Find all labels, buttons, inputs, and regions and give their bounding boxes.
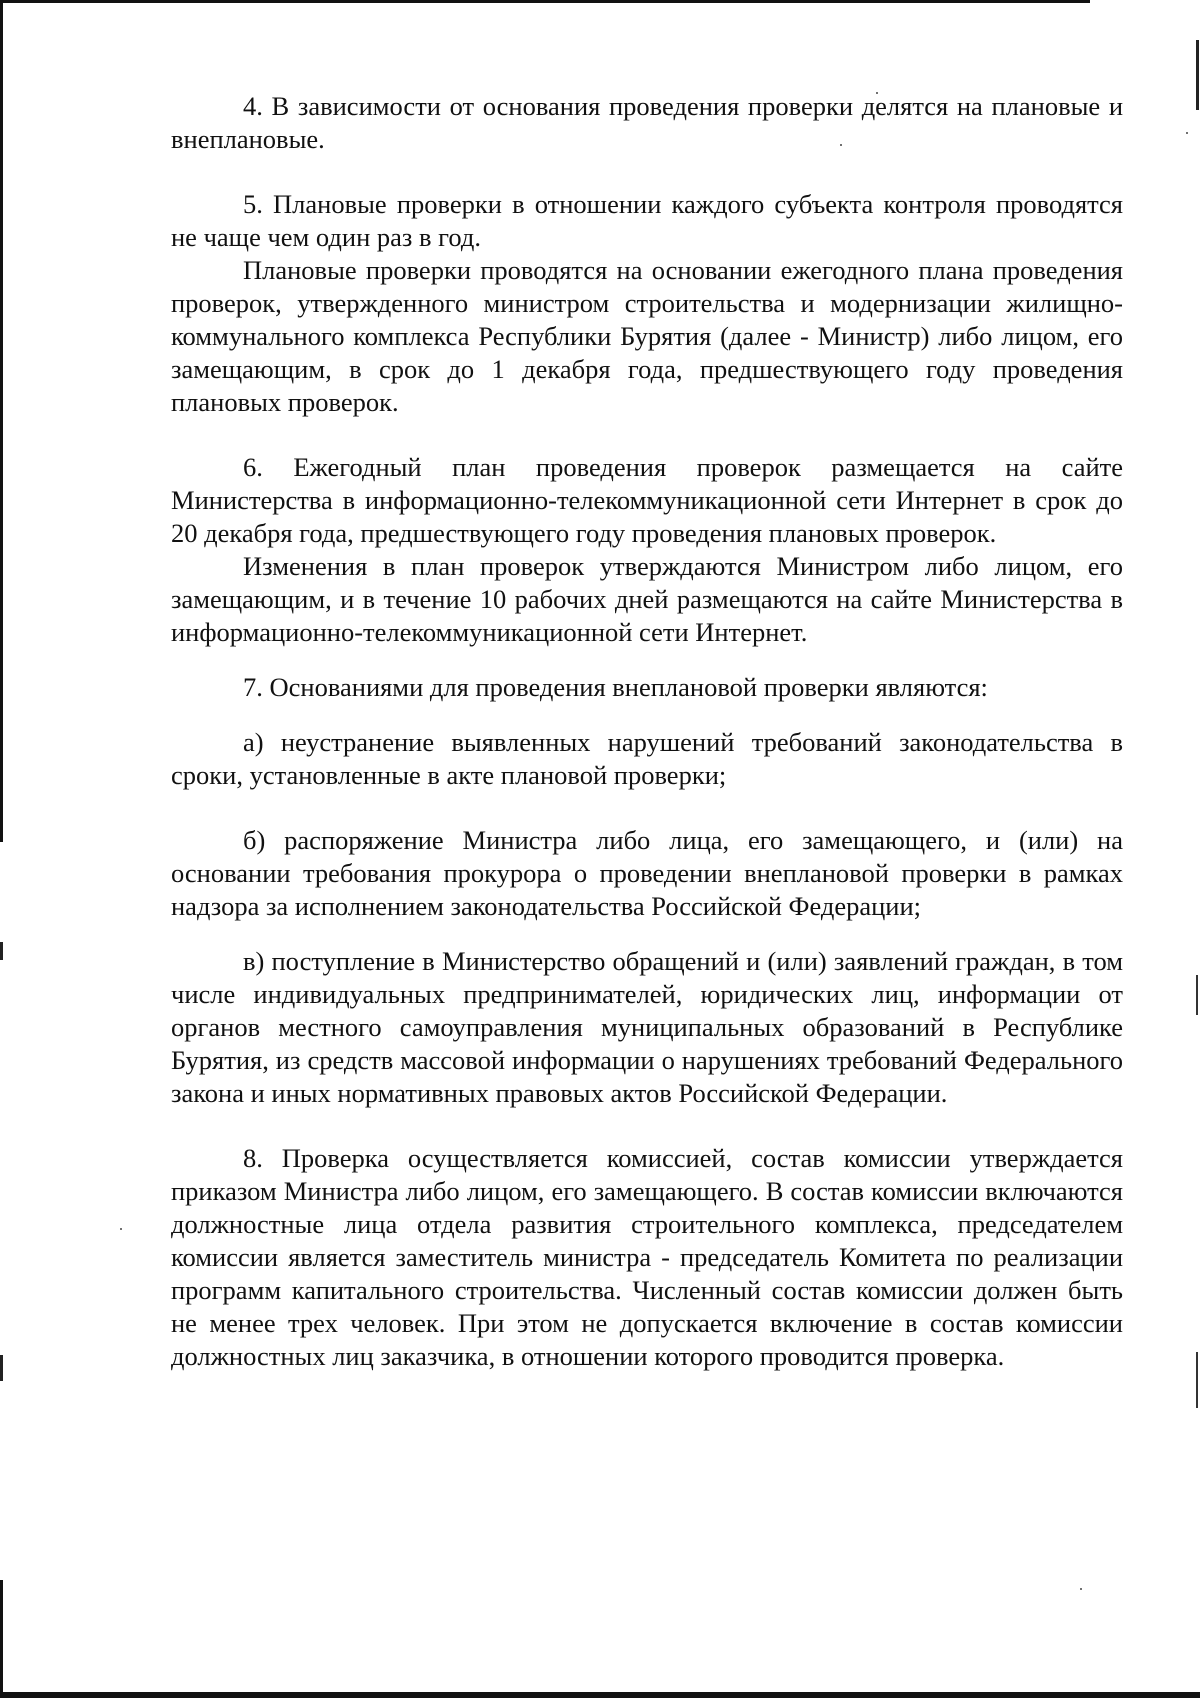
paragraph-6: 6. Ежегодный план проведения проверок размещается на сайте Министерства в информационно-телекоммуникационной сети Интернет в срок до 20 декабря года, предшествующего году проведения плановых проверок.: [171, 452, 1123, 548]
paragraph-4: 4. В зависимости от основания проведения проверки делятся на плановые и внеплановые.: [171, 91, 1123, 154]
paragraph-5: 5. Плановые проверки в отношении каждого субъекта контроля проводятся не чаще чем один раз в год.: [171, 189, 1123, 252]
scan-edge-left: [0, 0, 3, 842]
scan-edge-right: [1196, 40, 1199, 110]
paragraph-6-changes: Изменения в план проверок утверждаются Министром либо лицом, его замещающим, и в течение 10 рабочих дней размещаются на сайте Министерства в информационно-телекоммуникационной сети Интернет.: [171, 551, 1123, 647]
scan-mark-right-lower: [1196, 1352, 1198, 1408]
scan-edge-bottom: [0, 1692, 1200, 1698]
paragraph-5-plan: Плановые проверки проводятся на основании ежегодного плана проведения проверок, утвержденного министром строительства и модернизации жилищно-коммунального комплекса Республики Бурятия (далее - Министр) либо лицом, его замещающим, в срок до 1 декабря года, предшествующего году проведения плановых проверок.: [171, 255, 1123, 417]
scan-speck: [1186, 132, 1188, 134]
paragraph-7: 7. Основаниями для проведения внеплановой проверки являются:: [243, 672, 988, 702]
scan-edge-right-mid: [1196, 975, 1198, 1015]
document-body: [171, 90, 1123, 1373]
paragraph-7a: а) неустранение выявленных нарушений требований законодательства в сроки, установленные в акте плановой проверки;: [171, 727, 1123, 790]
scan-mark-left: [0, 942, 3, 960]
paragraph-7v: в) поступление в Министерство обращений и (или) заявлений граждан, в том числе индивидуальных предпринимателей, юридических лиц, информации от органов местного самоуправления муниципальных образований в Республике Бурятия, из средств массовой информации о нарушениях требований Федерального закона и иных нормативных правовых актов Российской Федерации.: [171, 946, 1123, 1108]
paragraph-8: 8. Проверка осуществляется комиссией, состав комиссии утверждается приказом Министра либо лицом, его замещающего. В состав комиссии включаются должностные лица отдела развития строительного комплекса, председателем комиссии является заместитель министра - председатель Комитета по реализации программ капитального строительства. Численный состав комиссии должен быть не менее трех человек. При этом не допускается включение в состав комиссии должностных лиц заказчика, в отношении которого проводится проверка.: [171, 1143, 1123, 1371]
paragraph-7b: б) распоряжение Министра либо лица, его замещающего, и (или) на основании требования прокурора о проведении внеплановой проверки в рамках надзора за исполнением законодательства Российской Федерации;: [171, 825, 1123, 921]
scan-edge-top: [0, 0, 1090, 3]
scan-speck: [1080, 1588, 1082, 1590]
scan-speck: [120, 1228, 122, 1230]
scan-edge-left-lower: [0, 1580, 3, 1692]
scan-mark-left-lower: [0, 1355, 3, 1381]
